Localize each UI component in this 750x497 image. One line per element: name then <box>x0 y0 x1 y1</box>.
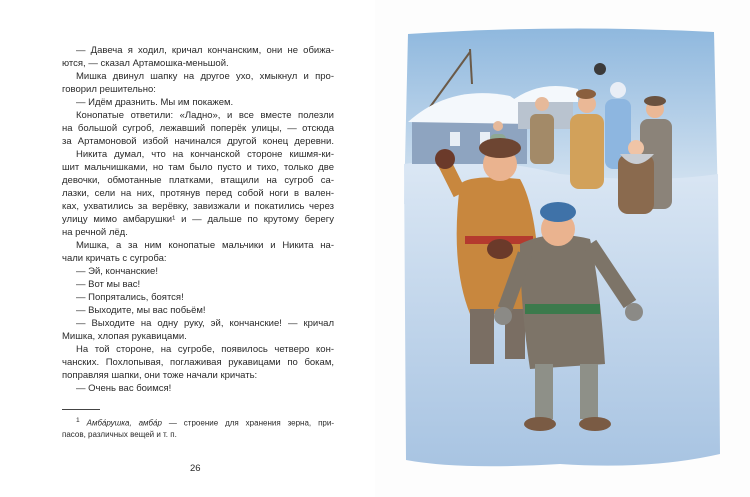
footnote-line-2: пасов, различных вещей и т. п. <box>62 430 177 440</box>
footnote-line-1 <box>62 415 334 429</box>
text-line: На той стороне, на сугробе, появилось четверо кон- <box>76 344 334 355</box>
footnote-term: Амба́рушка, амба́р <box>86 418 162 428</box>
text-line: Никита думал, что на кончанской стороне кишмя-ки- <box>76 149 334 160</box>
text-line: лазки, сели на них, протянув перед собой ноги в вален- <box>62 188 334 199</box>
text-line: — Попрятались, боятся! <box>76 292 184 303</box>
text-line: — Выходите на одну руку, эй, кончанские! — кричал <box>76 318 334 329</box>
text-line: девочки, обмотанные платками, втащили на сугроб са- <box>62 175 334 186</box>
text-line: Конопатые ответили: «Ладно», и все вместе полезли <box>76 110 334 121</box>
text-line: — Вот мы вас! <box>76 279 141 290</box>
text-line: — Давеча я ходил, кричал кончанским, они не обижа- <box>76 45 334 56</box>
text-line: ются, — сказал Артамошка-меньшой. <box>62 58 229 69</box>
text-line: чали кричать с сугроба: <box>62 253 167 264</box>
text-line: на речной лёд. <box>62 227 128 238</box>
text-line: — Идём дразнить. Мы им покажем. <box>76 97 234 108</box>
text-line: улицу мимо амбарушки¹ и — дальше по крутому берегу <box>62 214 334 225</box>
text-line: ках, ухватились за верёвку, завизжали и покатились через <box>62 201 334 212</box>
text-line: на большой сугроб, лежавший поперёк улицы, — отсюда <box>62 123 334 134</box>
text-line: — Выходите, мы вас побьём! <box>76 305 206 316</box>
text-line: чанских. Похлопывая, поглаживая рукавицами по бокам, <box>62 357 334 368</box>
text-line: Мишка, а за ним конопатые мальчики и Никита на- <box>76 240 334 251</box>
illustration-winter-boys <box>400 24 722 470</box>
footnote-definition: — строение для хранения зерна, при- <box>161 418 334 428</box>
text-line: говорил решительно: <box>62 84 156 95</box>
text-line: — Эй, кончанские! <box>76 266 158 277</box>
text-line: — Очень вас боимся! <box>76 383 172 394</box>
text-line: Мишка, хлопая рукавицами. <box>62 331 187 342</box>
footnote <box>62 415 334 441</box>
footnote-divider <box>62 409 100 410</box>
body-text <box>62 44 334 475</box>
footnote-marker: 1 <box>76 417 80 424</box>
text-line: Мишка двинул шапку на другое ухо, хмыкнул и про- <box>76 71 334 82</box>
page-number: 26 <box>190 462 201 474</box>
text-line: поправляя шапки, они тоже начали кричать: <box>62 370 258 381</box>
text-line: шит мальчишками, но там было пусто и тихо, только две <box>62 162 334 173</box>
text-line: за Артамоновой избой начинался другой конец деревни. <box>62 136 334 147</box>
